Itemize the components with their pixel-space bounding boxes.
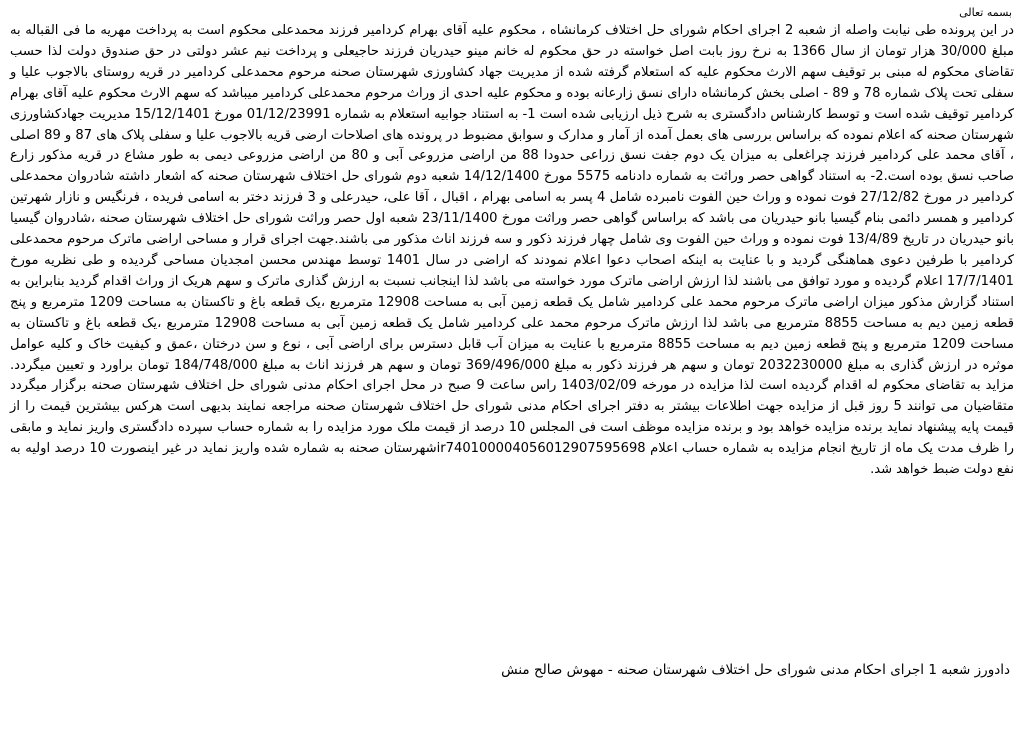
- document-signature: دادورز شعبه 1 اجرای احکام مدنی شورای حل اختلاف شهرستان صحنه - مهوش صالح منش: [501, 662, 1010, 678]
- document-heading: بسمه تعالی: [959, 6, 1012, 19]
- document-body: در این پرونده طی نیابت واصله از شعبه 2 اجرای احکام شورای حل اختلاف کرمانشاه ، محکوم علیه آقای بهرام کردامیر فرزند محمدعلی محکوم است به پرداخت مهریه ما فی القباله به مبلغ 30/000 هزار تومان از سال 1366 به نرخ روز بابت اصل خواسته در حق محکوم له خانم مینو حیدریان فرزند حاجیعلی و پرداخت نیم عشر دولتی در حق صندوق دولت لذا حسب تقاضای محکوم له مبنی بر توقیف سهم الارث محکوم علیه که استعلام گرفته شده از مدیریت جهاد کشاورزی شهرستان صحنه مرحوم محمدعلی کردامیر در قریه روستای بالاجوب علیا و سفلی تحت پلاک شماره 78 و 89 - اصلی بخش کرمانشاه دارای نسق زارعانه بوده و محکوم علیه احدی از وراث مرحوم محمدعلی کردامیر میباشد که سهم الارث محکوم علیه آقای بهرام کردامیر توقیف شده است و توسط کارشناس دادگستری به شرح ذیل ارزیابی شده است 1- به استناد جوابیه استعلام به شماره 01/12/23991 مورخ 15/12/1401 مدیریت جهادکشاورزی شهرستان صحنه که اعلام نموده که براساس بررسی های بعمل آمده از آمار و مدارک و سوابق مضبوط در پرونده های اصلاحات ارضی قریه بالاجوب علیا و سفلی پلاک های 87 و 89 اصلی ، آقای محمد علی کردامیر فرزند چراغعلی به میزان یک دوم جفت نسق زراعی حدودا 88 من اراضی مزروعی آبی و 80 من اراضی مزروعی دیمی به طور مشاع در قریه مذکور زارع صاحب نسق بوده است.2- به استناد گواهی حصر وراثت به شماره دادنامه 5575 مورخ 14/12/1400 شعبه دوم شورای حل اختلاف شهرستان صحنه که اشعار داشته شادروان محمدعلی کردامیر در مورخ 27/12/82 فوت نموده و وراث حین الفوت نامبرده شامل 4 پسر به اسامی بهرام ، اقبال ، آقا علی، حیدرعلی و 3 فرزند دختر به اسامی فریده ، فرنگیس و نازار شهرتین کردامیر و همسر دائمی بنام گیسیا بانو حیدریان می باشد که براساس گواهی حصر وراثت مورخ 23/11/1400 شعبه اول حصر وراثت شورای حل اختلاف شهرستان صحنه ،شادروان گیسیا بانو حیدریان در تاریخ 13/4/89 فوت نموده و وراث حین الفوت وی شامل چهار فرزند ذکور و سه فرزند اناث مذکور می باشند.جهت اجرای قرار و مساحی اراضی ماترک مرحوم محمدعلی کردامیر با طرفین دعوی هماهنگی گردید و با عنایت به اینکه اصحاب دعوا اعلام نمودند که اراضی در سال 1401 توسط مهندس محسن امجدیان مساحی گردیده و طی نظریه مورخ 17/7/1401 اعلام گردیده و مورد توافق می باشند لذا ارزش اراضی ماترک مورد خواسته می باشد لذا اینجانب نسبت به ارزش گذاری ماترک و سهم هریک از وراث اقدام گردید بنابراین به استناد گزارش مذکور میزان اراضی ماترک مرحوم محمد علی کردامیر شامل یک قطعه زمین آبی به مساحت 12908 مترمربع ،یک قطعه باغ و تاکستان به مساحت 1209 مترمربع و پنج قطعه زمین دیم به مساحت 8855 مترمربع می باشد لذا ارزش ماترک مرحوم محمد علی کردامیر شامل یک قطعه زمین آبی به مساحت 12908 مترمربع ،یک قطعه باغ و تاکستان به مساحت 1209 مترمربع و پنج قطعه زمین دیم به مساحت 8855 مترمربع با عنایت به میزان آب قابل دسترس برای اراضی آبی ، نوع و سن درختان ،عمق و کیفیت خاک و کلیه عوامل موثره در ارزش گذاری به مبلغ 2032230000 تومان و سهم هر فرزند ذکور به مبلغ 369/496/000 تومان و سهم هر فرزند اناث به مبلغ 184/748/000 تومان براورد و تعیین میگردد. مزاید به تقاضای محکوم له اقدام گردیده است لذا مزایده در مورخه 1403/02/09 راس ساعت 9 صبح در محل اجرای احکام مدنی شورای حل اختلاف شهرستان صحنه برگزار میگردد متقاضیان می توانند 5 روز قبل از مزایده جهت اطلاعات بیشتر به دفتر اجرای احکام مدنی شورای حل اختلاف شهرستان صحنه مراجعه نمایند بدیهی است هرکس بیشترین قیمت را از قیمت پایه پیشنهاد نماید برنده مزایده خواهد بود و برنده مزایده موظف است فی المجلس 10 درصد از قیمت ملک مورد مزایده را به شماره حساب سپرده دادگستری واریز نماید و مابقی را ظرف مدت یک ماه از تاریخ انجام مزایده به شماره حساب اعلام ir740100004056012907595698شهرستان صحنه به شماره شده واریز نماید در غیر اینصورت 10 درصد اولیه به نفع دولت ضبط خواهد شد.: [10, 23, 1015, 478]
